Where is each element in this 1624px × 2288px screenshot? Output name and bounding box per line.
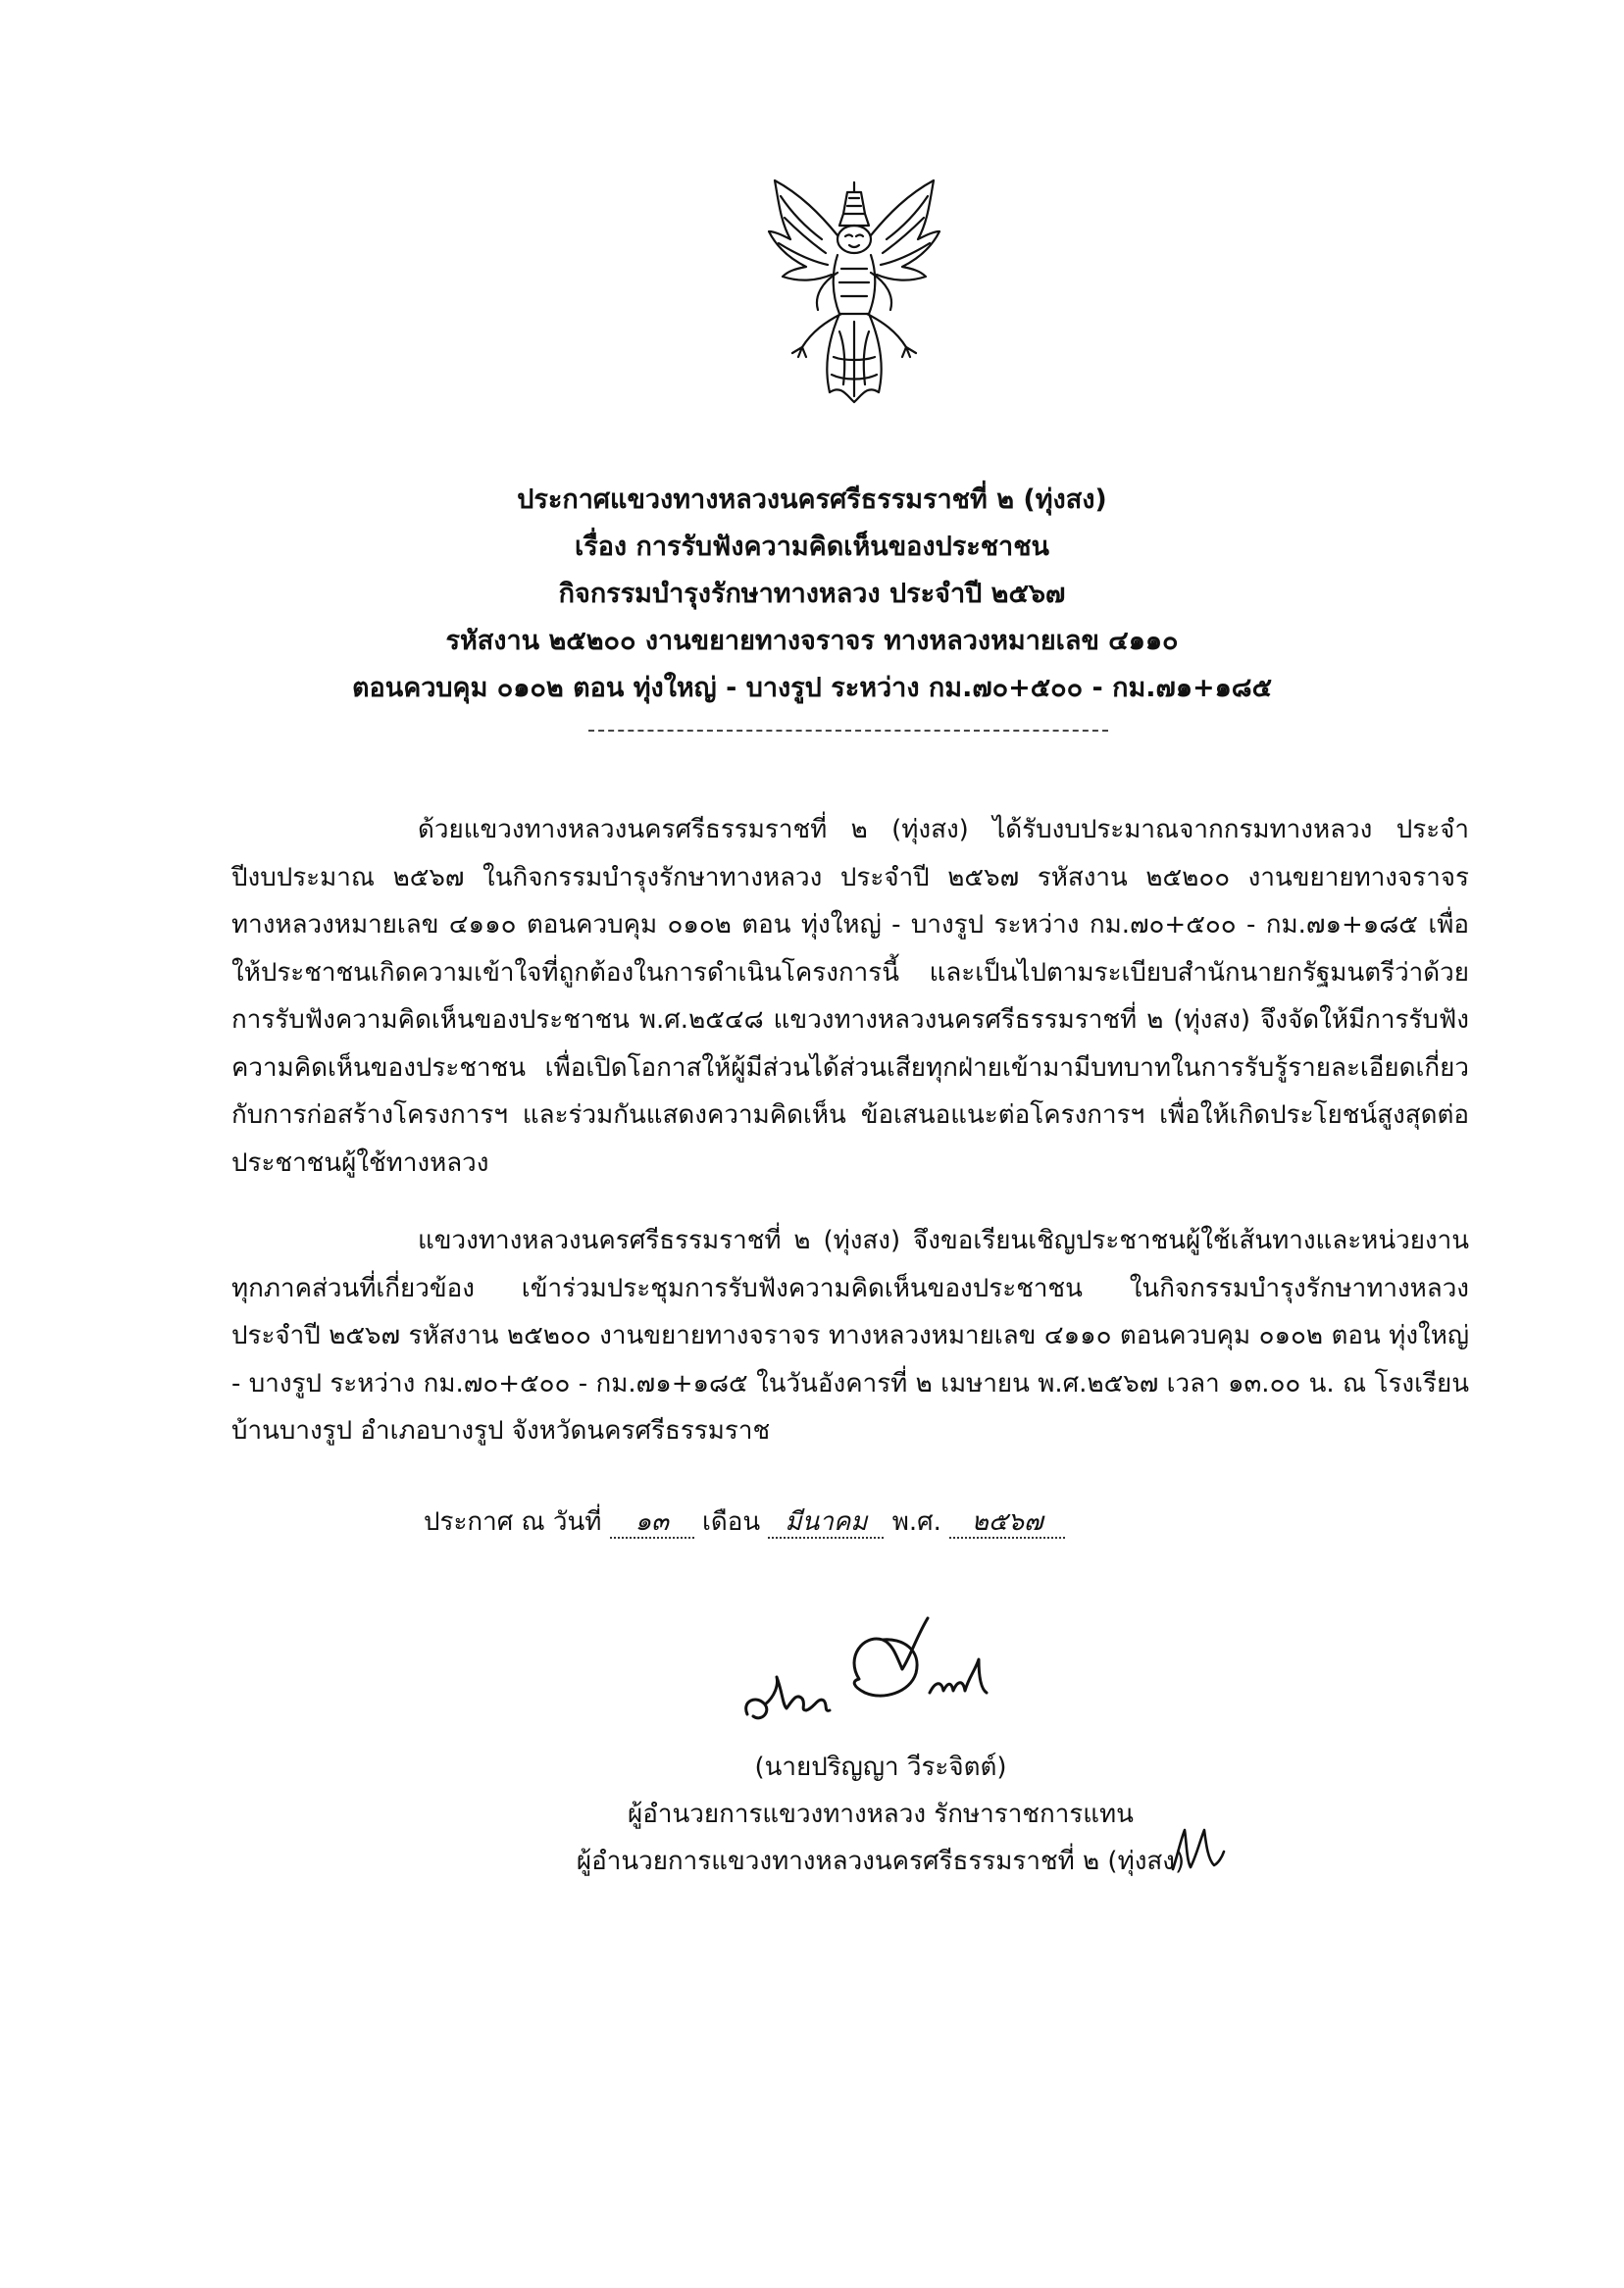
date-prefix: ประกาศ ณ วันที่ bbox=[424, 1507, 602, 1537]
title-divider bbox=[588, 730, 1108, 732]
date-day: ๑๓ bbox=[610, 1507, 694, 1539]
body-paragraph-2: แขวงทางหลวงนครศรีธรรมราชที่ ๒ (ทุ่งสง) จึงขอเรียนเชิญประชาชนผู้ใช้เส้นทางและหน่วยงานทุกภาคส่วนที่เกี่ยวข้อง เข้าร่วมประชุมการรับฟังความคิดเห็นของประชาชน ในกิจกรรมบำรุงรักษาทางหลวง ประจำปี ๒๕๖๗ รหัสงาน ๒๕๒๐๐ งานขยายทางจราจร ทางหลวงหมายเลข ๔๑๑๐ ตอนควบคุม ๐๑๐๒ ตอน ทุ่งใหญ่ - บางรูป ระหว่าง กม.๗๐+๕๐๐ - กม.๗๑+๑๘๕ ในวันอังคารที่ ๒ เมษายน พ.ศ.๒๕๖๗ เวลา ๑๓.๐๐ น. ณ โรงเรียนบ้านบางรูป อำเภอบางรูป จังหวัดนครศรีธรรมราช bbox=[231, 1226, 1469, 1446]
date-year-label: พ.ศ. bbox=[891, 1507, 941, 1537]
date-line bbox=[424, 1499, 1065, 1546]
signatory-position-2: ผู้อำนวยการแขวงทางหลวงนครศรีธรรมราชที่ ๒ (ทุ่งสง) bbox=[576, 1847, 1186, 1876]
handwritten-signature bbox=[736, 1599, 1010, 1736]
date-month: มีนาคม bbox=[768, 1507, 884, 1539]
signatory-position-1: ผู้อำนวยการแขวงทางหลวง รักษาราชการแทน bbox=[628, 1800, 1134, 1829]
title-line-4: รหัสงาน ๒๕๒๐๐ งานขยายทางจราจร ทางหลวงหมายเลข ๔๑๑๐ bbox=[445, 626, 1179, 656]
date-year: ๒๕๖๗ bbox=[949, 1507, 1065, 1539]
title-line-5: ตอนควบคุม ๐๑๐๒ ตอน ทุ่งใหญ่ - บางรูป ระหว่าง กม.๗๐+๕๐๐ - กม.๗๑+๑๘๕ bbox=[351, 673, 1272, 703]
body-paragraph-1: ด้วยแขวงทางหลวงนครศรีธรรมราชที่ ๒ (ทุ่งสง) ได้รับงบประมาณจากกรมทางหลวง ประจำปีงบประมาณ ๒๕๖๗ ในกิจกรรมบำรุงรักษาทางหลวง ประจำปี ๒๕๖๗ รหัสงาน ๒๕๒๐๐ งานขยายทางจราจร ทางหลวงหมายเลข ๔๑๑๐ ตอนควบคุม ๐๑๐๒ ตอน ทุ่งใหญ่ - บางรูป ระหว่าง กม.๗๐+๕๐๐ - กม.๗๑+๑๘๕ เพื่อให้ประชาชนเกิดความเข้าใจที่ถูกต้องในการดำเนินโครงการนี้ และเป็นไปตามระเบียบสำนักนายกรัฐมนตรีว่าด้วยการรับฟังความคิดเห็นของประชาชน พ.ศ.๒๕๔๘ แขวงทางหลวงนครศรีธรรมราชที่ ๒ (ทุ่งสง) จึงจัดให้มีการรับฟังความคิดเห็นของประชาชน เพื่อเปิดโอกาสให้ผู้มีส่วนได้ส่วนเสียทุกฝ่ายเข้ามามีบทบาทในการรับรู้รายละเอียดเกี่ยวกับการก่อสร้างโครงการฯ และร่วมกันแสดงความคิดเห็น ข้อเสนอแนะต่อโครงการฯ เพื่อให้เกิดประโยชน์สูงสุดต่อประชาชนผู้ใช้ทางหลวง bbox=[231, 815, 1469, 1178]
date-month-label: เดือน bbox=[701, 1507, 761, 1537]
signatory-name: (นายปริญญา วีระจิตต์) bbox=[754, 1753, 1007, 1782]
title-line-1: ประกาศแขวงทางหลวงนครศรีธรรมราชที่ ๒ (ทุ่งสง) bbox=[517, 484, 1107, 515]
title-line-3: กิจกรรมบำรุงรักษาทางหลวง ประจำปี ๒๕๖๗ bbox=[558, 579, 1066, 609]
title-line-2: เรื่อง การรับฟังความคิดเห็นของประชาชน bbox=[574, 532, 1049, 562]
handwritten-initial bbox=[1167, 1822, 1226, 1875]
garuda-emblem-icon bbox=[761, 175, 947, 408]
